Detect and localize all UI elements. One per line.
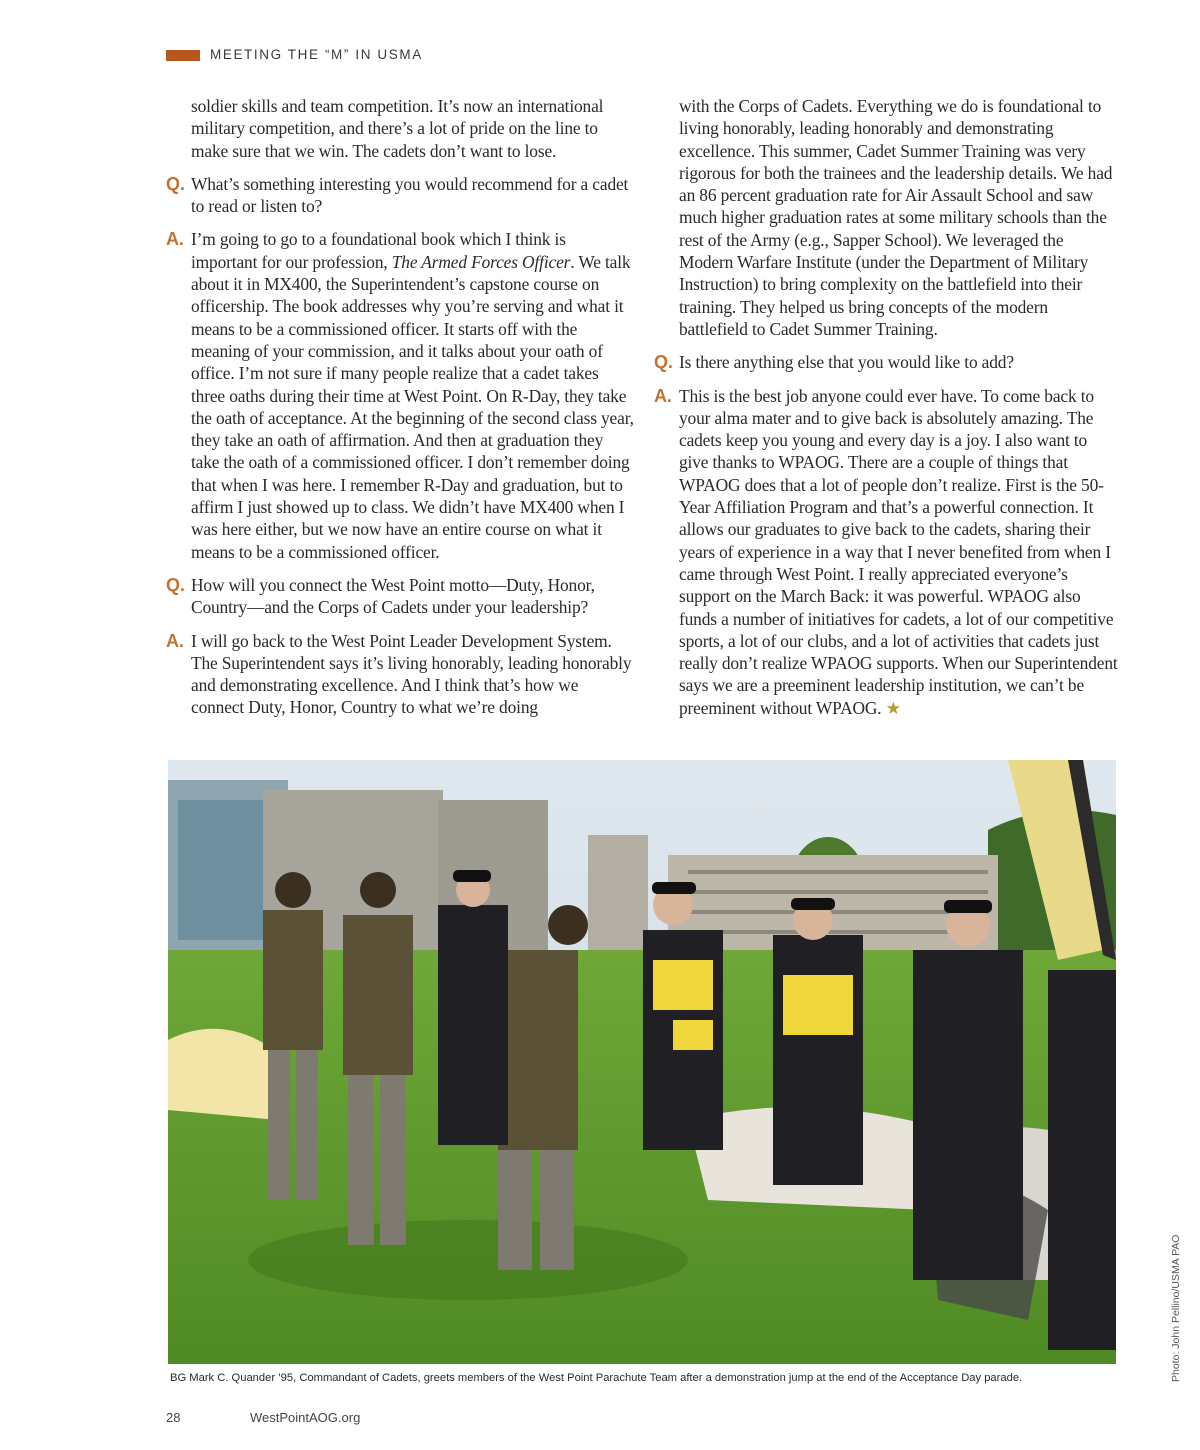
end-star-icon: ★ <box>885 697 901 718</box>
book-title: The Armed Forces Officer <box>391 251 571 272</box>
question-paragraph <box>166 173 634 218</box>
answer-text-after: . We talk about it in MX400, the Superintendent’s capstone course on officership. The book addresses why you’re serving and what it means to be a commissioned officer. It starts off with the meaning of your commission, and it talks about your oath of office. I’m not sure if many people realize that a cadet takes three oaths during their time at West Point. On R-Day, they take the oath of acceptance. At the beginning of the second class year, they take an oath of affirmation. And then at graduation they take the oath of a commissioned officer. I don’t remember doing that when I was here. I remember R-Day and graduation, but to affirm I just showed up to class. We didn’t have MX400 when I was here either, but we now have an entire course on what it means to be a commissioned officer. <box>191 251 634 562</box>
right-column <box>654 95 1120 730</box>
question-marker: Q. <box>166 173 185 194</box>
paragraph-text: with the Corps of Cadets. Everything we do is foundational to living honorably, leading honorably and demonstrating excellence. This summer, Cadet Summer Training was very rigorous for both the trainees and the leadership details. We had an 86 percent graduation rate for Air Assault School and saw much higher graduation rates at some military schools than the rest of the Army (e.g., Sapper School). We leveraged the Modern Warfare Institute (under the Department of Military Instruction) to bring complexity on the battlefield into their training. They helped us bring concepts of the modern battlefield to Cadet Summer Training. <box>679 96 1113 339</box>
left-column <box>166 95 634 730</box>
paragraph <box>166 95 634 162</box>
question-paragraph <box>654 351 1120 373</box>
answer-marker: A. <box>654 385 672 406</box>
question-paragraph <box>166 574 634 619</box>
question-marker: Q. <box>654 352 673 373</box>
page-number: 28 <box>166 1410 181 1425</box>
section-header: MEETING THE “M” IN USMA <box>210 47 423 62</box>
photo-credit: Photo: John Pellino/USMA PAO <box>1170 1234 1182 1382</box>
site-link[interactable]: WestPointAOG.org <box>250 1410 361 1425</box>
answer-text-before: I’m going to go to a foundational book which I think is important for our profession, <box>191 229 566 272</box>
header-accent-bar <box>166 50 200 61</box>
answer-marker: A. <box>166 630 184 651</box>
question-text: What’s something interesting you would recommend for a cadet to read or listen to? <box>191 173 629 217</box>
answer-paragraph <box>654 385 1120 719</box>
paragraph-text: soldier skills and team competition. It’s now an international military competition, and there’s a lot of pride on the line to make sure that we win. The cadets don’t want to lose. <box>191 96 604 161</box>
answer-paragraph <box>166 228 634 562</box>
answer-text: This is the best job anyone could ever have. To come back to your alma mater and to give back is absolutely amazing. The cadets keep you young and every day is a joy. I also want to give thanks to WPAOG. There are a couple of things that WPAOG does that a lot of people don’t realize. First is the 50-Year Affiliation Program and that’s a powerful connection. It allows our graduates to give back to the cadets, sharing their years of experience in a way that I never benefited from when I came through West Point. I really appreciated everyone’s support on the March Back: it was powerful. WPAOG also funds a number of initiatives for cadets, a lot of our competitive sports, a lot of our clubs, and a lot of activities that cadets just really don’t realize WPAOG supports. When our Superintendent says we are a preeminent leadership institution, we can’t be preeminent without WPAOG. <box>679 385 1118 718</box>
question-marker: Q. <box>166 574 185 595</box>
answer-marker: A. <box>166 229 184 250</box>
question-text: Is there anything else that you would like to add? <box>679 352 1014 373</box>
answer-text: I will go back to the West Point Leader Development System. The Superintendent says it’s living honorably, leading honorably and demonstrating excellence. And I think that’s how we connect Duty, Honor, Country to what we’re doing <box>191 630 632 718</box>
paragraph <box>654 95 1120 340</box>
question-text: How will you connect the West Point motto—Duty, Honor, Country—and the Corps of Cadets under your leadership? <box>191 574 595 618</box>
photo-caption: BG Mark C. Quander ’95, Commandant of Cadets, greets members of the West Point Parachute Team after a demonstration jump at the end of the Acceptance Day parade. <box>170 1372 1023 1384</box>
parachute-team-photo <box>168 760 1116 1364</box>
answer-paragraph <box>166 630 634 719</box>
